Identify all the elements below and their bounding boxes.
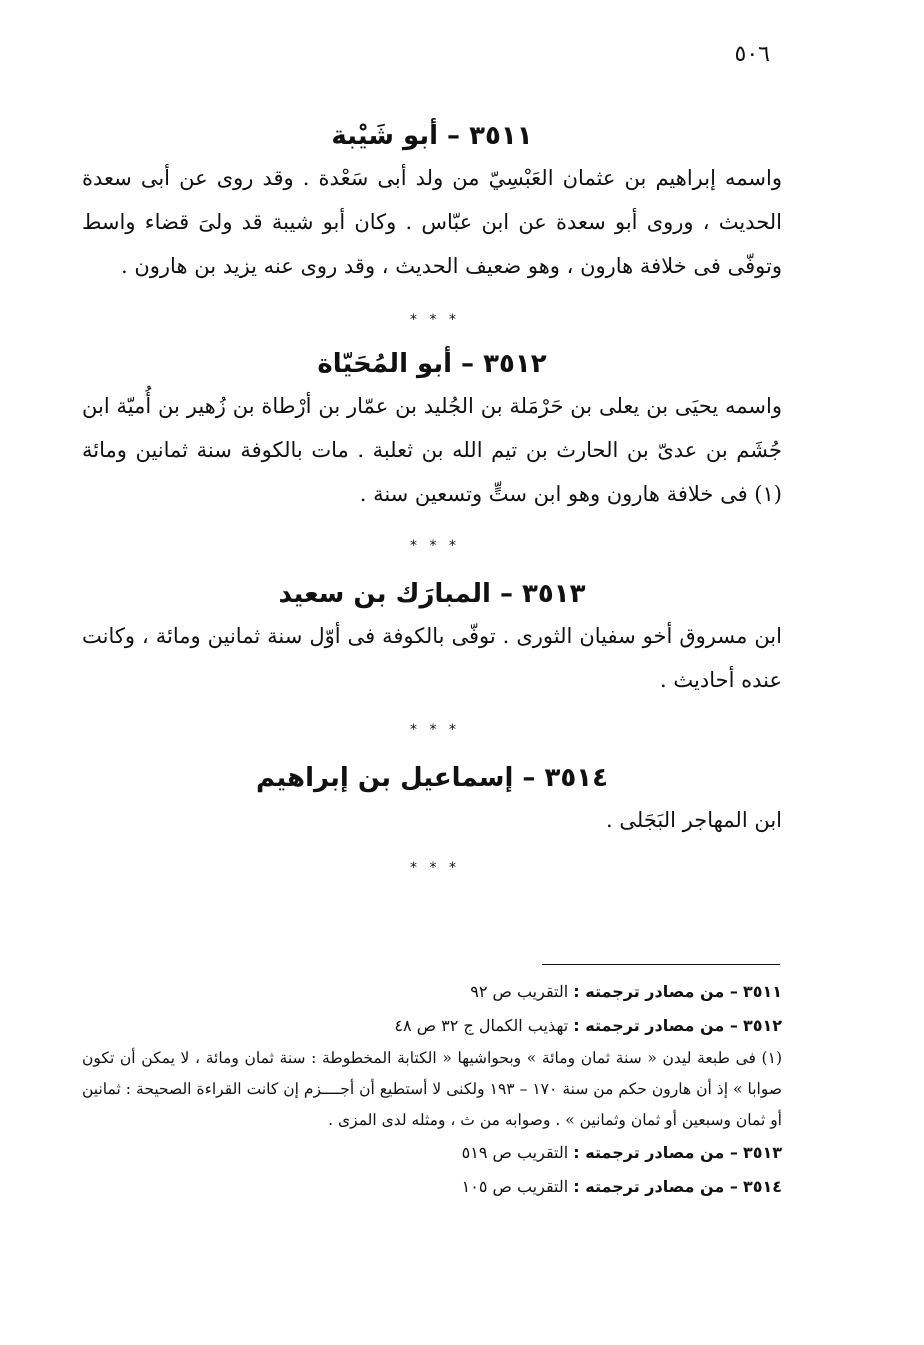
entry-text: واسمه يحيَى بن يعلى بن حَرْمَلة بن الجُليد بن عمّار بن أرْطاة بن زُهير بن أُميّة ابن جُشَم بن عدىّ بن الحارث بن تيم الله بن ثعلبة . مات بالكوفة سنة ثمانين ومائة (١) فى خلافة هارون وهو ابن ستٍّ وتسعين سنة . [82, 394, 782, 506]
entry-text: ابن المهاجر البَجَلى . [606, 808, 782, 832]
footnote-reference: التقريب ص ١٠٥ [461, 1177, 569, 1196]
entry-3513 [82, 574, 782, 702]
entry-3511 [82, 116, 782, 288]
footnote-entry-number: ٣٥١٣ [742, 1143, 782, 1162]
entry-3514 [82, 758, 782, 842]
entry-heading: ٣٥١٢ – أبو المُحَيّاة [317, 349, 547, 379]
footnote-source-3513 [82, 1136, 782, 1170]
footnote-label: – من مصادر ترجمته : [573, 1016, 738, 1035]
footnote-reference: تهذيب الكمال ج ٣٢ ص ٤٨ [394, 1016, 569, 1035]
footnote-note-1: (١) فى طبعة ليدن « سنة ثمان ومائة » وبحواشيها « الكتابة المخطوطة : سنة ثمان ومائة ، لا يمكن أن تكون صوابا » إذ أن هارون حكم من سنة ١٧٠ – ١٩٣ ولكنى لا أستطيع أن أجــــزم إن كانت القراءة الصحيحة : ثمانين أو ثمان وسبعين أو ثمان وثمانين » . وصوابه من ث ، ومثله لدى المزى . [82, 1049, 782, 1129]
entry-heading: ٣٥١٣ – المبارَك بن سعيد [278, 579, 586, 609]
entry-heading: ٣٥١١ – أبو شَيْبة [331, 121, 533, 151]
footnote-entry-number: ٣٥١١ [742, 982, 782, 1001]
footnote-label: – من مصادر ترجمته : [573, 1143, 738, 1162]
footnote-reference: التقريب ص ٩٢ [470, 982, 569, 1001]
entry-3512 [82, 344, 782, 516]
footnote-label: – من مصادر ترجمته : [573, 1177, 738, 1196]
footnote-entry-number: ٣٥١٤ [742, 1177, 782, 1196]
section-separator: * * * [410, 312, 460, 328]
footnote-source-3511 [82, 975, 782, 1009]
entry-text: واسمه إبراهيم بن عثمان العَبْسِيّ من ولد أبى سَعْدة . وقد روى عن أبى سعدة الحديث ، وروى أبو سعدة عن ابن عبّاس . وكان أبو شيبة قد ولىَ قضاء واسط وتوفّى فى خلافة هارون ، وهو ضعيف الحديث ، وقد روى عنه يزيد بن هارون . [82, 166, 782, 278]
page-number: ٥٠٦ [734, 42, 770, 67]
section-separator: * * * [410, 860, 460, 876]
footnote-source-3512 [82, 1009, 782, 1043]
section-separator: * * * [410, 722, 460, 738]
footnote-rule [542, 964, 780, 965]
section-separator: * * * [410, 538, 460, 554]
footnote-entry-number: ٣٥١٢ [742, 1016, 782, 1035]
footnote-source-3514 [82, 1170, 782, 1204]
footnote-reference: التقريب ص ٥١٩ [461, 1143, 569, 1162]
footnote-label: – من مصادر ترجمته : [573, 982, 738, 1001]
footnotes [82, 975, 782, 1204]
entry-text: ابن مسروق أخو سفيان الثورى . توفّى بالكوفة فى أوّل سنة ثمانين ومائة ، وكانت عنده أحاديث . [82, 624, 782, 692]
entry-heading: ٣٥١٤ – إسماعيل بن إبراهيم [256, 763, 608, 793]
